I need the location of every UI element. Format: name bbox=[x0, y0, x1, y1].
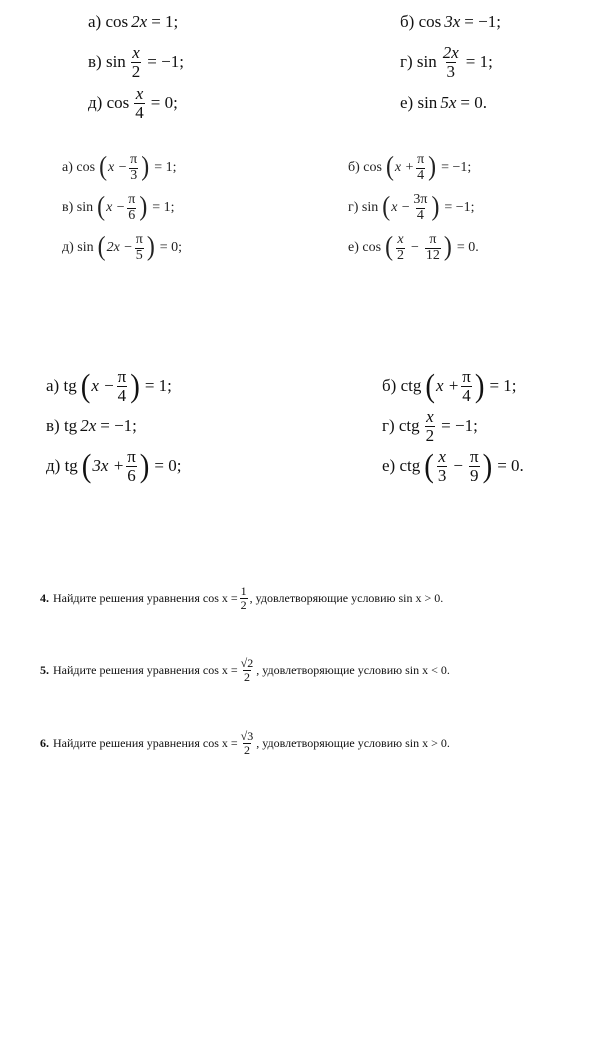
denominator: 6 bbox=[128, 207, 136, 223]
task-number: 6. bbox=[40, 735, 49, 750]
rhs: = 0. bbox=[497, 456, 524, 476]
function: sin bbox=[77, 240, 94, 256]
task-tail: , удовлетворяющие условию sin x < 0. bbox=[256, 662, 450, 677]
numerator: π bbox=[462, 367, 471, 386]
numerator: 2x bbox=[442, 43, 459, 62]
denominator: 3 bbox=[446, 61, 455, 81]
task-text: Найдите решения уравнения cos x = bbox=[53, 735, 238, 750]
eq-3b bbox=[382, 368, 521, 405]
denominator: 4 bbox=[135, 102, 144, 122]
paren-close: ) bbox=[146, 232, 155, 263]
numerator: x bbox=[132, 43, 140, 62]
rhs: = 1; bbox=[144, 376, 172, 396]
fraction bbox=[135, 233, 144, 263]
eq-3g bbox=[382, 408, 482, 445]
prefix: 3x + bbox=[92, 456, 125, 476]
task-4 bbox=[40, 585, 443, 611]
paren-open: ( bbox=[424, 447, 434, 485]
eq-1a bbox=[88, 12, 182, 32]
eq-2d bbox=[62, 233, 186, 263]
function: cos bbox=[418, 12, 442, 31]
fraction bbox=[240, 657, 255, 683]
numerator: π bbox=[128, 192, 136, 207]
paren-close: ) bbox=[443, 232, 452, 263]
fraction bbox=[437, 448, 448, 485]
numerator: √3 bbox=[240, 729, 254, 743]
label: г) bbox=[382, 416, 395, 436]
paren-open: ( bbox=[80, 367, 91, 405]
function: sin bbox=[76, 200, 94, 216]
task-6 bbox=[40, 730, 450, 756]
rhs: = −1; bbox=[441, 416, 478, 436]
eq-3a bbox=[46, 368, 176, 405]
rhs: = 1; bbox=[151, 12, 179, 31]
label: б) bbox=[382, 376, 397, 396]
paren-open: ( bbox=[382, 192, 391, 223]
prefix: x − bbox=[108, 160, 128, 176]
fraction bbox=[396, 233, 405, 263]
numerator: x bbox=[135, 84, 144, 103]
prefix: x − bbox=[106, 200, 126, 216]
label: б) bbox=[348, 160, 360, 176]
numerator: π bbox=[117, 367, 127, 386]
paren-open: ( bbox=[97, 232, 106, 263]
label: а) bbox=[88, 12, 102, 31]
fraction bbox=[416, 153, 425, 183]
rhs: = 0; bbox=[159, 240, 183, 256]
fraction bbox=[117, 368, 128, 405]
denominator: 3 bbox=[130, 167, 138, 183]
denominator: 5 bbox=[135, 247, 143, 263]
function: cos bbox=[363, 160, 382, 176]
prefix: x − bbox=[391, 200, 411, 216]
paren-open: ( bbox=[425, 367, 435, 405]
denominator: 4 bbox=[416, 207, 424, 223]
eq-2b bbox=[348, 153, 475, 183]
numerator: x bbox=[438, 447, 446, 466]
task-5 bbox=[40, 657, 450, 683]
rhs: = 1; bbox=[154, 160, 177, 176]
label: в) bbox=[62, 200, 74, 216]
rhs: = −1; bbox=[147, 52, 184, 72]
denominator: 4 bbox=[462, 385, 471, 405]
function: cos bbox=[106, 93, 130, 113]
argument: 3x bbox=[444, 12, 461, 31]
label: е) bbox=[400, 93, 414, 112]
paren-close: ) bbox=[474, 367, 485, 405]
tasks-block bbox=[0, 575, 594, 775]
argument: 2x bbox=[80, 416, 97, 435]
task-number: 5. bbox=[40, 662, 49, 677]
eq-1e bbox=[400, 93, 491, 113]
paren-close: ) bbox=[130, 367, 140, 405]
eq-3e bbox=[382, 448, 528, 485]
eq-1b bbox=[400, 12, 505, 32]
prefix: 2x − bbox=[106, 240, 133, 256]
function: tg bbox=[63, 416, 78, 435]
paren-open: ( bbox=[385, 232, 393, 263]
label: б) bbox=[400, 12, 415, 31]
denominator: 2 bbox=[243, 742, 250, 757]
label: д) bbox=[46, 456, 61, 476]
equations-block-1 bbox=[0, 0, 594, 130]
function: ctg bbox=[399, 456, 421, 476]
eq-1v bbox=[88, 44, 188, 81]
equations-block-2 bbox=[0, 145, 594, 275]
rhs: = 0. bbox=[456, 240, 479, 256]
numerator: π bbox=[469, 447, 479, 466]
function: sin bbox=[416, 52, 437, 72]
prefix: x − bbox=[91, 376, 115, 396]
paren-open: ( bbox=[97, 192, 106, 223]
operator: − bbox=[453, 456, 463, 476]
function: cos bbox=[362, 240, 382, 256]
paren-open: ( bbox=[99, 152, 107, 183]
rhs: = 1; bbox=[489, 376, 517, 396]
fraction bbox=[240, 585, 248, 611]
function: cos bbox=[105, 12, 129, 31]
eq-2g bbox=[348, 193, 479, 223]
task-text: Найдите решения уравнения cos x = bbox=[53, 590, 238, 605]
paren-open: ( bbox=[385, 152, 394, 183]
numerator: √2 bbox=[240, 656, 254, 670]
denominator: 4 bbox=[117, 385, 127, 405]
denominator: 6 bbox=[127, 465, 136, 485]
fraction bbox=[442, 44, 460, 81]
numerator: π bbox=[135, 232, 143, 247]
paren-close: ) bbox=[139, 192, 148, 223]
paren-close: ) bbox=[428, 152, 437, 183]
rhs: = −1; bbox=[100, 416, 137, 435]
paren-close: ) bbox=[431, 192, 440, 223]
denominator: 4 bbox=[417, 167, 425, 183]
rhs: = 0; bbox=[150, 93, 178, 113]
numerator: x bbox=[397, 232, 404, 247]
denominator: 3 bbox=[437, 465, 447, 485]
function: sin bbox=[105, 52, 126, 72]
numerator: π bbox=[130, 152, 138, 167]
operator: − bbox=[411, 240, 419, 256]
rhs: = 0; bbox=[154, 456, 182, 476]
numerator: π bbox=[429, 232, 437, 247]
denominator: 2 bbox=[240, 597, 247, 612]
label: в) bbox=[88, 52, 102, 72]
paren-close: ) bbox=[139, 447, 150, 485]
argument: 2x bbox=[131, 12, 148, 31]
fraction bbox=[461, 368, 472, 405]
task-tail: , удовлетворяющие условию sin x > 0. bbox=[249, 590, 444, 605]
fraction bbox=[469, 448, 480, 485]
rhs: = −1; bbox=[444, 200, 475, 216]
fraction bbox=[126, 448, 137, 485]
label: д) bbox=[88, 93, 103, 113]
fraction bbox=[425, 408, 436, 445]
argument: 5x bbox=[440, 93, 457, 112]
label: а) bbox=[62, 160, 73, 176]
paren-close: ) bbox=[141, 152, 150, 183]
function: sin bbox=[361, 200, 379, 216]
eq-2v bbox=[62, 193, 179, 223]
rhs: = 0. bbox=[460, 93, 487, 112]
eq-1g bbox=[400, 44, 497, 81]
rhs: = 1; bbox=[152, 200, 175, 216]
label: е) bbox=[348, 240, 359, 256]
eq-2a bbox=[62, 153, 180, 183]
label: е) bbox=[382, 456, 396, 476]
equations-block-3 bbox=[0, 360, 594, 495]
denominator: 12 bbox=[425, 247, 440, 263]
label: г) bbox=[400, 52, 413, 72]
denominator: 2 bbox=[425, 425, 435, 445]
eq-1d bbox=[88, 85, 182, 122]
function: tg bbox=[64, 456, 78, 476]
function: sin bbox=[417, 93, 438, 112]
denominator: 2 bbox=[131, 61, 141, 81]
fraction bbox=[134, 85, 145, 122]
task-number: 4. bbox=[40, 590, 49, 605]
prefix: x + bbox=[435, 376, 460, 396]
function: ctg bbox=[400, 376, 422, 396]
denominator: 9 bbox=[470, 465, 479, 485]
function: cos bbox=[76, 160, 96, 176]
numerator: 3π bbox=[413, 192, 428, 207]
fraction bbox=[129, 153, 138, 183]
fraction bbox=[127, 193, 136, 223]
fraction bbox=[412, 193, 428, 223]
label: в) bbox=[46, 416, 60, 435]
eq-2e bbox=[348, 233, 483, 263]
paren-open: ( bbox=[81, 447, 92, 485]
denominator: 2 bbox=[243, 669, 250, 684]
paren-close: ) bbox=[482, 447, 493, 485]
label: д) bbox=[62, 240, 74, 256]
rhs: = 1; bbox=[465, 52, 493, 72]
numerator: π bbox=[127, 447, 136, 466]
eq-3d bbox=[46, 448, 185, 485]
numerator: x bbox=[426, 407, 434, 426]
function: tg bbox=[63, 376, 77, 396]
label: г) bbox=[348, 200, 359, 216]
denominator: 2 bbox=[397, 247, 404, 263]
numerator: 1 bbox=[240, 584, 247, 598]
task-tail: , удовлетворяющие условию sin x > 0. bbox=[256, 735, 450, 750]
fraction bbox=[131, 44, 142, 81]
numerator: π bbox=[417, 152, 425, 167]
fraction bbox=[425, 233, 441, 263]
task-text: Найдите решения уравнения cos x = bbox=[53, 662, 238, 677]
function: ctg bbox=[398, 416, 420, 436]
label: а) bbox=[46, 376, 60, 396]
rhs: = −1; bbox=[464, 12, 501, 31]
prefix: x + bbox=[394, 160, 415, 176]
eq-3v bbox=[46, 416, 141, 436]
fraction bbox=[240, 730, 255, 756]
rhs: = −1; bbox=[441, 160, 472, 176]
